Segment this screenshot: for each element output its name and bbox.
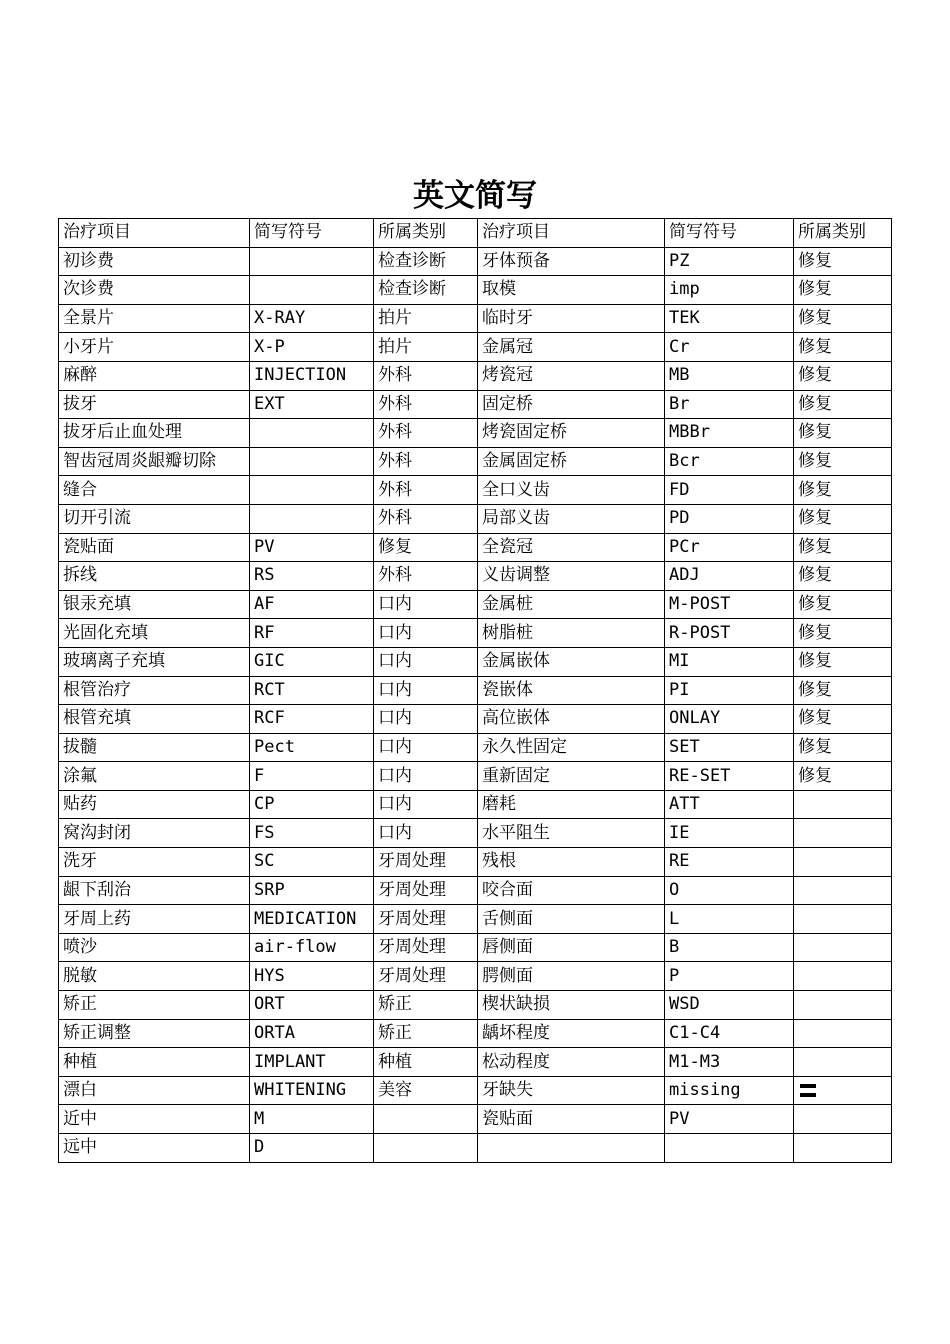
table-row (59, 304, 892, 333)
abbreviation-cell: Bcr (665, 447, 794, 476)
category-cell (794, 1048, 892, 1077)
category-cell (794, 876, 892, 905)
abbreviation-cell: L (665, 905, 794, 934)
abbreviation-cell: PV (665, 1105, 794, 1134)
abbreviation-cell: IMPLANT (250, 1048, 374, 1077)
table-row (59, 419, 892, 448)
abbreviation-cell: FS (250, 819, 374, 848)
abbreviation-cell: B (665, 933, 794, 962)
treatment-item-cell: 拔牙 (59, 390, 250, 419)
category-cell: 外科 (374, 476, 478, 505)
abbreviation-cell: M-POST (665, 590, 794, 619)
abbreviation-cell: WHITENING (250, 1076, 374, 1105)
category-cell: 修复 (794, 762, 892, 791)
abbreviation-cell: FD (665, 476, 794, 505)
treatment-item-cell (478, 1134, 665, 1163)
table-row (59, 390, 892, 419)
category-cell (794, 819, 892, 848)
treatment-item-cell: 松动程度 (478, 1048, 665, 1077)
treatment-item-cell: 涂氟 (59, 762, 250, 791)
table-row (59, 819, 892, 848)
table-row (59, 1076, 892, 1105)
table-row (59, 733, 892, 762)
treatment-item-cell: 金属固定桥 (478, 447, 665, 476)
abbreviation-cell (250, 447, 374, 476)
treatment-item-cell: 金属冠 (478, 333, 665, 362)
category-cell: 外科 (374, 419, 478, 448)
treatment-item-cell: 矫正调整 (59, 1019, 250, 1048)
abbreviation-cell: PZ (665, 247, 794, 276)
abbreviation-cell: INJECTION (250, 361, 374, 390)
category-cell: 牙周处理 (374, 848, 478, 877)
abbreviation-cell: EXT (250, 390, 374, 419)
category-cell: 检查诊断 (374, 247, 478, 276)
table-row (59, 848, 892, 877)
abbreviation-cell (665, 1134, 794, 1163)
header-row (59, 219, 892, 248)
column-header: 简写符号 (665, 219, 794, 248)
category-cell: 修复 (794, 590, 892, 619)
category-cell: 口内 (374, 762, 478, 791)
category-cell: 修复 (794, 419, 892, 448)
category-cell: 外科 (374, 447, 478, 476)
abbreviation-cell: Br (665, 390, 794, 419)
treatment-item-cell: 洗牙 (59, 848, 250, 877)
treatment-item-cell: 全口义齿 (478, 476, 665, 505)
abbreviation-cell: PCr (665, 533, 794, 562)
abbreviation-cell: RE (665, 848, 794, 877)
category-cell: 矫正 (374, 991, 478, 1020)
treatment-item-cell: 拔牙后止血处理 (59, 419, 250, 448)
abbreviation-cell: D (250, 1134, 374, 1163)
abbreviation-cell (250, 419, 374, 448)
category-cell (374, 1134, 478, 1163)
treatment-item-cell: 拆线 (59, 562, 250, 591)
table-row (59, 676, 892, 705)
category-cell: 修复 (794, 533, 892, 562)
category-cell: 拍片 (374, 304, 478, 333)
table-row (59, 647, 892, 676)
treatment-item-cell: 高位嵌体 (478, 705, 665, 734)
abbreviation-cell: RCF (250, 705, 374, 734)
category-cell: 修复 (794, 619, 892, 648)
category-cell: 牙周处理 (374, 905, 478, 934)
treatment-item-cell: 根管充填 (59, 705, 250, 734)
abbreviation-cell: MI (665, 647, 794, 676)
category-cell: 拍片 (374, 333, 478, 362)
abbreviation-cell: Cr (665, 333, 794, 362)
treatment-item-cell: 烤瓷固定桥 (478, 419, 665, 448)
table-row (59, 276, 892, 305)
treatment-item-cell: 漂白 (59, 1076, 250, 1105)
treatment-item-cell: 咬合面 (478, 876, 665, 905)
category-cell: 外科 (374, 390, 478, 419)
abbreviation-cell: X-P (250, 333, 374, 362)
abbreviation-cell: RS (250, 562, 374, 591)
abbreviation-cell: HYS (250, 962, 374, 991)
category-cell (794, 991, 892, 1020)
treatment-item-cell: 腭侧面 (478, 962, 665, 991)
abbreviation-cell: SET (665, 733, 794, 762)
abbreviation-cell: SC (250, 848, 374, 877)
treatment-item-cell: 初诊费 (59, 247, 250, 276)
category-cell: 口内 (374, 819, 478, 848)
abbreviation-cell (250, 504, 374, 533)
treatment-item-cell: 固定桥 (478, 390, 665, 419)
treatment-item-cell: 切开引流 (59, 504, 250, 533)
abbreviation-cell: PD (665, 504, 794, 533)
category-cell: 外科 (374, 562, 478, 591)
treatment-item-cell: 舌侧面 (478, 905, 665, 934)
category-cell: 修复 (794, 647, 892, 676)
column-header: 所属类别 (794, 219, 892, 248)
abbreviation-cell: M (250, 1105, 374, 1134)
category-cell: 修复 (794, 476, 892, 505)
category-cell: 牙周处理 (374, 962, 478, 991)
category-cell: 修复 (794, 247, 892, 276)
page-title: 英文简写 (413, 178, 537, 214)
abbreviation-cell: ORTA (250, 1019, 374, 1048)
table-row (59, 790, 892, 819)
abbreviation-cell: MEDICATION (250, 905, 374, 934)
treatment-item-cell: 次诊费 (59, 276, 250, 305)
table-row (59, 590, 892, 619)
treatment-item-cell: 龈下刮治 (59, 876, 250, 905)
treatment-item-cell: 水平阻生 (478, 819, 665, 848)
abbreviation-cell: R-POST (665, 619, 794, 648)
treatment-item-cell: 牙周上药 (59, 905, 250, 934)
treatment-item-cell: 根管治疗 (59, 676, 250, 705)
abbreviation-cell: O (665, 876, 794, 905)
category-cell (794, 1076, 892, 1105)
table-row (59, 562, 892, 591)
abbreviation-cell: TEK (665, 304, 794, 333)
abbreviation-table (58, 218, 892, 1163)
table-row (59, 247, 892, 276)
abbreviation-cell (250, 247, 374, 276)
table-row (59, 1019, 892, 1048)
treatment-item-cell: 唇侧面 (478, 933, 665, 962)
abbreviation-cell: GIC (250, 647, 374, 676)
abbreviation-cell: air-flow (250, 933, 374, 962)
abbreviation-cell (250, 476, 374, 505)
column-header: 治疗项目 (59, 219, 250, 248)
category-cell: 矫正 (374, 1019, 478, 1048)
category-cell: 口内 (374, 705, 478, 734)
treatment-item-cell: 全景片 (59, 304, 250, 333)
treatment-item-cell: 全瓷冠 (478, 533, 665, 562)
table-row (59, 933, 892, 962)
treatment-item-cell: 矫正 (59, 991, 250, 1020)
table-row (59, 504, 892, 533)
table-row (59, 447, 892, 476)
category-cell: 修复 (794, 361, 892, 390)
treatment-item-cell: 远中 (59, 1134, 250, 1163)
treatment-item-cell: 残根 (478, 848, 665, 877)
category-cell: 修复 (794, 705, 892, 734)
abbreviation-cell: RCT (250, 676, 374, 705)
category-cell (794, 962, 892, 991)
table-row (59, 991, 892, 1020)
column-header: 所属类别 (374, 219, 478, 248)
category-cell (794, 1105, 892, 1134)
category-cell: 修复 (794, 676, 892, 705)
treatment-item-cell: 脱敏 (59, 962, 250, 991)
column-header: 简写符号 (250, 219, 374, 248)
table-row (59, 905, 892, 934)
treatment-item-cell: 瓷嵌体 (478, 676, 665, 705)
category-cell: 检查诊断 (374, 276, 478, 305)
category-cell: 牙周处理 (374, 876, 478, 905)
equals-icon (800, 1084, 816, 1097)
category-cell: 修复 (794, 333, 892, 362)
treatment-item-cell: 智齿冠周炎龈瓣切除 (59, 447, 250, 476)
category-cell: 口内 (374, 733, 478, 762)
category-cell (794, 1134, 892, 1163)
treatment-item-cell: 种植 (59, 1048, 250, 1077)
abbreviation-cell: P (665, 962, 794, 991)
category-cell (794, 848, 892, 877)
category-cell (794, 1019, 892, 1048)
treatment-item-cell: 临时牙 (478, 304, 665, 333)
table-row (59, 876, 892, 905)
table-row (59, 705, 892, 734)
treatment-item-cell: 拔髓 (59, 733, 250, 762)
abbreviation-cell: CP (250, 790, 374, 819)
category-cell: 修复 (794, 447, 892, 476)
category-cell: 口内 (374, 790, 478, 819)
treatment-item-cell: 小牙片 (59, 333, 250, 362)
abbreviation-cell: C1-C4 (665, 1019, 794, 1048)
treatment-item-cell: 牙缺失 (478, 1076, 665, 1105)
category-cell: 修复 (794, 390, 892, 419)
category-cell: 修复 (374, 533, 478, 562)
treatment-item-cell: 龋坏程度 (478, 1019, 665, 1048)
category-cell: 牙周处理 (374, 933, 478, 962)
treatment-item-cell: 金属嵌体 (478, 647, 665, 676)
category-cell (794, 933, 892, 962)
category-cell: 修复 (794, 733, 892, 762)
treatment-item-cell: 义齿调整 (478, 562, 665, 591)
table-row (59, 619, 892, 648)
table-row (59, 533, 892, 562)
category-cell: 美容 (374, 1076, 478, 1105)
treatment-item-cell: 树脂桩 (478, 619, 665, 648)
treatment-item-cell: 喷沙 (59, 933, 250, 962)
treatment-item-cell: 银汞充填 (59, 590, 250, 619)
abbreviation-cell: IE (665, 819, 794, 848)
category-cell: 修复 (794, 304, 892, 333)
category-cell: 种植 (374, 1048, 478, 1077)
table-row (59, 1105, 892, 1134)
treatment-item-cell: 重新固定 (478, 762, 665, 791)
treatment-item-cell: 永久性固定 (478, 733, 665, 762)
abbreviation-cell: PI (665, 676, 794, 705)
category-cell (794, 790, 892, 819)
treatment-item-cell: 玻璃离子充填 (59, 647, 250, 676)
abbreviation-cell: PV (250, 533, 374, 562)
abbreviation-cell: RE-SET (665, 762, 794, 791)
abbreviation-cell: missing (665, 1076, 794, 1105)
treatment-item-cell: 瓷贴面 (59, 533, 250, 562)
category-cell: 口内 (374, 619, 478, 648)
treatment-item-cell: 楔状缺损 (478, 991, 665, 1020)
treatment-item-cell: 取模 (478, 276, 665, 305)
table-row (59, 1048, 892, 1077)
abbreviation-cell: ORT (250, 991, 374, 1020)
abbreviation-cell: ONLAY (665, 705, 794, 734)
treatment-item-cell: 光固化充填 (59, 619, 250, 648)
treatment-item-cell: 缝合 (59, 476, 250, 505)
treatment-item-cell: 贴药 (59, 790, 250, 819)
treatment-item-cell: 瓷贴面 (478, 1105, 665, 1134)
category-cell (374, 1105, 478, 1134)
abbreviation-cell: ATT (665, 790, 794, 819)
column-header: 治疗项目 (478, 219, 665, 248)
abbreviation-cell: MBBr (665, 419, 794, 448)
abbreviation-cell: F (250, 762, 374, 791)
abbreviation-cell: M1-M3 (665, 1048, 794, 1077)
treatment-item-cell: 金属桩 (478, 590, 665, 619)
category-cell: 外科 (374, 361, 478, 390)
treatment-item-cell: 麻醉 (59, 361, 250, 390)
category-cell: 口内 (374, 676, 478, 705)
abbreviation-cell: X-RAY (250, 304, 374, 333)
table-row (59, 361, 892, 390)
category-cell: 修复 (794, 504, 892, 533)
category-cell: 外科 (374, 504, 478, 533)
abbreviation-cell: MB (665, 361, 794, 390)
category-cell: 修复 (794, 562, 892, 591)
category-cell: 修复 (794, 276, 892, 305)
treatment-item-cell: 磨耗 (478, 790, 665, 819)
abbreviation-cell: imp (665, 276, 794, 305)
abbreviation-cell (250, 276, 374, 305)
abbreviation-cell: Pect (250, 733, 374, 762)
category-cell (794, 905, 892, 934)
category-cell: 口内 (374, 590, 478, 619)
abbreviation-cell: RF (250, 619, 374, 648)
table-row (59, 762, 892, 791)
abbreviation-cell: ADJ (665, 562, 794, 591)
treatment-item-cell: 局部义齿 (478, 504, 665, 533)
abbreviation-cell: AF (250, 590, 374, 619)
abbreviation-cell: SRP (250, 876, 374, 905)
category-cell: 口内 (374, 647, 478, 676)
abbreviation-cell: WSD (665, 991, 794, 1020)
table-row (59, 333, 892, 362)
treatment-item-cell: 烤瓷冠 (478, 361, 665, 390)
table-row (59, 1134, 892, 1163)
treatment-item-cell: 近中 (59, 1105, 250, 1134)
table-row (59, 476, 892, 505)
table-row (59, 962, 892, 991)
treatment-item-cell: 窝沟封闭 (59, 819, 250, 848)
treatment-item-cell: 牙体预备 (478, 247, 665, 276)
